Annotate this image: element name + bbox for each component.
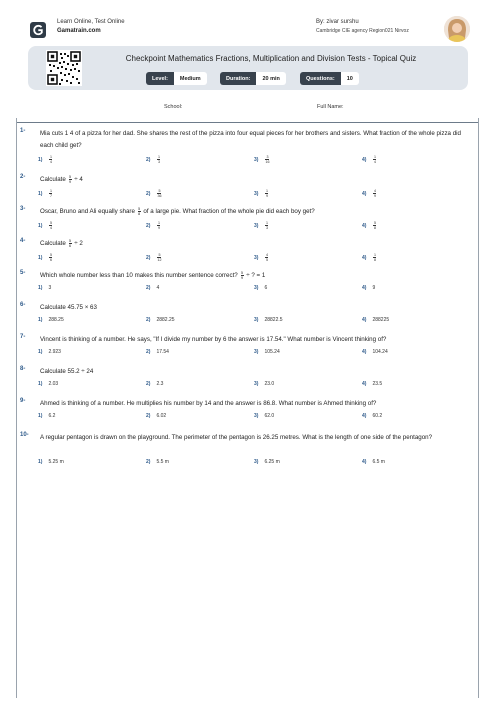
answer-option[interactable] xyxy=(38,189,53,198)
header-divider xyxy=(16,122,478,123)
option-number: 3) xyxy=(254,222,259,229)
option-number: 4) xyxy=(362,190,367,197)
questions-label: Questions: xyxy=(300,72,341,85)
fraction-numerator: 1 xyxy=(157,155,160,159)
question-text-pre: Which whole number less than 10 makes this number sentence correct? xyxy=(40,272,238,279)
fraction-numerator: 5 xyxy=(158,189,161,193)
option-number: 2) xyxy=(146,349,151,355)
fraction-numerator: 1 xyxy=(265,189,268,193)
fraction-denominator: 7 xyxy=(49,194,52,198)
option-value: 17.54 xyxy=(156,349,169,355)
option-number: 1) xyxy=(38,459,43,465)
question-text: Vincent is thinking of a number. He says, "If I divide my number by 6 the answer is 17.54." What number is Vincent thinking of? xyxy=(40,336,387,343)
questions-pill xyxy=(300,72,359,85)
fraction xyxy=(265,221,268,230)
answer-option[interactable] xyxy=(254,459,280,465)
option-number: 2) xyxy=(146,285,151,291)
frame-right-border xyxy=(478,118,479,698)
qr-code-icon xyxy=(46,50,82,86)
option-number: 2) xyxy=(146,381,151,387)
option-number: 3) xyxy=(254,285,259,291)
option-value: 2.923 xyxy=(48,349,61,355)
fraction-denominator: 9 xyxy=(69,179,72,184)
page-header xyxy=(30,16,470,46)
author-agency: Cambridge CIE agency Region021 Nirvoz xyxy=(316,28,409,34)
option-number: 1) xyxy=(38,381,43,387)
fraction-numerator: 1 xyxy=(373,155,376,159)
answer-option[interactable] xyxy=(254,155,270,164)
fraction-numerator: 5 xyxy=(241,270,243,275)
answer-option[interactable] xyxy=(146,155,161,164)
option-number: 3) xyxy=(254,254,259,261)
option-number: 3) xyxy=(254,317,259,323)
option-value: 6.02 xyxy=(156,413,167,419)
fraction xyxy=(49,253,52,262)
fraction xyxy=(265,155,269,164)
option-number: 1) xyxy=(38,285,43,291)
option-value: 3 xyxy=(48,285,52,291)
answer-option[interactable] xyxy=(38,413,55,419)
question-text: Calculate 45.75 × 63 xyxy=(40,304,97,311)
brand-tagline: Learn Online, Test Online xyxy=(57,19,125,25)
option-value: 104.24 xyxy=(372,349,388,355)
question-text xyxy=(40,206,474,218)
fraction-denominator: 9 xyxy=(241,275,243,280)
full-name-label: Full Name: xyxy=(317,104,344,110)
answer-option[interactable] xyxy=(362,349,388,355)
fraction-denominator: 9 xyxy=(373,194,376,198)
option-number: 1) xyxy=(38,317,43,323)
fraction xyxy=(49,221,52,230)
author-name: By: zivar surshu xyxy=(316,19,359,25)
fraction-numerator: 4 xyxy=(373,189,376,193)
option-number: 2) xyxy=(146,317,151,323)
option-value: 62.0 xyxy=(264,413,275,419)
question-text-pre: Calculate xyxy=(40,240,66,247)
option-value: 5.5 m xyxy=(156,459,169,465)
option-value: 2.3 xyxy=(156,381,164,387)
answer-option[interactable] xyxy=(254,221,269,230)
question-number: 10- xyxy=(20,432,29,438)
fraction-numerator: 5 xyxy=(69,174,72,179)
option-number: 4) xyxy=(362,156,367,163)
option-number: 3) xyxy=(254,190,259,197)
fraction-denominator: 4 xyxy=(373,160,376,164)
answer-option[interactable] xyxy=(254,189,269,198)
fraction xyxy=(157,155,160,164)
question-text: A regular pentagon is drawn on the playground. The perimeter of the pentagon is 26.25 metres. What is the length of one side of the pentagon? xyxy=(40,434,433,441)
answer-option[interactable] xyxy=(362,413,382,419)
answer-option[interactable] xyxy=(362,459,385,465)
question-text-pre: Oscar, Bruno and Ali equally share xyxy=(40,208,135,215)
level-pill xyxy=(146,72,207,85)
level-label: Level: xyxy=(146,72,174,85)
answer-option[interactable] xyxy=(146,189,162,198)
option-value: 6 xyxy=(264,285,268,291)
option-number: 2) xyxy=(146,190,151,197)
option-value: 2.03 xyxy=(48,381,59,387)
answer-option[interactable] xyxy=(362,221,377,230)
option-value: 60.2 xyxy=(372,413,383,419)
answer-option[interactable] xyxy=(146,349,169,355)
gamatrain-logo-icon xyxy=(30,22,46,38)
question-number: 1- xyxy=(20,128,26,134)
question-number: 2- xyxy=(20,174,26,180)
fraction xyxy=(49,189,52,198)
question-number: 5- xyxy=(20,270,26,276)
frame-left-border xyxy=(16,118,17,698)
option-number: 3) xyxy=(254,156,259,163)
fraction-numerator: 1 xyxy=(157,221,160,225)
question-text-post: of a large pie. What fraction of the whole pie did each boy get? xyxy=(143,208,315,215)
fraction-denominator: 16 xyxy=(265,160,270,164)
fraction-numerator: 1 xyxy=(49,155,52,159)
fraction-denominator: 3 xyxy=(157,160,160,164)
option-number: 3) xyxy=(254,381,259,387)
option-value: 288.25 xyxy=(48,317,64,323)
fraction xyxy=(157,189,161,198)
answer-option[interactable] xyxy=(38,221,53,230)
answer-option[interactable] xyxy=(38,253,53,262)
option-number: 4) xyxy=(362,254,367,261)
option-number: 4) xyxy=(362,413,367,419)
option-number: 1) xyxy=(38,222,43,229)
answer-option[interactable] xyxy=(146,317,175,323)
level-value: Medium xyxy=(174,72,207,85)
question-text: Ahmed is thinking of a number. He multiplies his number by 14 and the answer is 86.8. What number is Ahmed thinking of? xyxy=(40,400,377,407)
answer-option[interactable] xyxy=(146,381,163,387)
fraction xyxy=(373,189,376,198)
answer-option[interactable] xyxy=(254,413,274,419)
question-text-post: ÷ 4 xyxy=(74,176,83,183)
fraction xyxy=(265,253,268,262)
fraction-numerator: 3 xyxy=(266,155,269,159)
question-text xyxy=(40,270,474,282)
duration-value: 20 min xyxy=(256,72,285,85)
option-number: 3) xyxy=(254,413,259,419)
option-value: 28822.5 xyxy=(264,317,283,323)
fraction xyxy=(69,239,72,248)
fraction-denominator: 8 xyxy=(373,226,376,230)
question-text-pre: Calculate xyxy=(40,176,66,183)
answer-option[interactable] xyxy=(146,413,166,419)
answer-option[interactable] xyxy=(38,459,64,465)
fraction xyxy=(138,207,141,216)
option-number: 1) xyxy=(38,156,43,163)
answer-option[interactable] xyxy=(38,285,51,291)
option-number: 2) xyxy=(146,413,151,419)
questions-value: 10 xyxy=(341,72,359,85)
fraction-denominator: 3 xyxy=(265,226,268,230)
fraction-denominator: 36 xyxy=(157,194,162,198)
option-number: 1) xyxy=(38,413,43,419)
option-value: 6.25 m xyxy=(264,459,280,465)
fraction-numerator: 5 xyxy=(49,253,52,257)
option-value: 23.0 xyxy=(264,381,275,387)
option-value: 5.25 m xyxy=(48,459,64,465)
quiz-banner xyxy=(28,46,468,90)
answer-option[interactable] xyxy=(146,285,159,291)
answer-option[interactable] xyxy=(146,221,161,230)
quiz-title: Checkpoint Mathematics Fractions, Multiplication and Division Tests - Topical Quiz xyxy=(125,54,417,63)
fraction-denominator: 4 xyxy=(49,160,52,164)
answer-option[interactable] xyxy=(146,459,169,465)
option-number: 2) xyxy=(146,222,151,229)
fraction-denominator: 8 xyxy=(373,258,376,262)
option-number: 3) xyxy=(254,459,259,465)
fraction-numerator: 5 xyxy=(49,221,52,225)
fraction-denominator: 4 xyxy=(49,226,52,230)
fraction-numerator: 1 xyxy=(265,221,268,225)
answer-option[interactable] xyxy=(362,317,389,323)
fraction-numerator: 5 xyxy=(69,238,72,243)
option-number: 4) xyxy=(362,349,367,355)
question-text xyxy=(40,174,474,186)
question-text-post: ÷ ? = 1 xyxy=(246,272,266,279)
answer-option[interactable] xyxy=(254,253,269,262)
option-number: 4) xyxy=(362,222,367,229)
fraction-denominator: 9 xyxy=(265,194,268,198)
fraction xyxy=(373,221,376,230)
fraction-numerator: 1 xyxy=(49,189,52,193)
fraction-numerator: 5 xyxy=(158,253,161,257)
answer-option[interactable] xyxy=(362,285,375,291)
author-avatar xyxy=(444,16,470,42)
option-number: 3) xyxy=(254,349,259,355)
answer-option[interactable] xyxy=(38,381,58,387)
option-number: 4) xyxy=(362,381,367,387)
option-number: 4) xyxy=(362,317,367,323)
answer-option[interactable] xyxy=(254,381,274,387)
option-value: 6.2 xyxy=(48,413,56,419)
brand-site: Gamatrain.com xyxy=(57,28,101,34)
answer-option[interactable] xyxy=(362,253,377,262)
duration-pill xyxy=(220,72,286,85)
fraction-numerator: 1 xyxy=(373,253,376,257)
question-text: Calculate 55.2 ÷ 24 xyxy=(40,368,94,375)
answer-option[interactable] xyxy=(362,381,382,387)
option-number: 2) xyxy=(146,156,151,163)
option-number: 4) xyxy=(362,285,367,291)
fraction xyxy=(157,253,161,262)
fraction-numerator: 4 xyxy=(265,253,268,257)
option-value: 2882.25 xyxy=(156,317,175,323)
answer-option[interactable] xyxy=(38,155,53,164)
fraction xyxy=(373,253,376,262)
question-number: 3- xyxy=(20,206,26,212)
fraction xyxy=(69,175,72,184)
option-number: 1) xyxy=(38,190,43,197)
fraction-numerator: 5 xyxy=(373,221,376,225)
school-label: School: xyxy=(164,104,183,110)
answer-option[interactable] xyxy=(254,349,280,355)
option-number: 1) xyxy=(38,349,43,355)
answer-option[interactable] xyxy=(38,349,61,355)
fraction-denominator: 8 xyxy=(138,211,141,216)
fraction xyxy=(265,189,268,198)
fraction xyxy=(157,221,160,230)
question-number: 8- xyxy=(20,366,26,372)
answer-option[interactable] xyxy=(362,155,377,164)
fraction-denominator: 9 xyxy=(157,226,160,230)
question-number: 4- xyxy=(20,238,26,244)
option-number: 4) xyxy=(362,459,367,465)
question-number: 9- xyxy=(20,398,26,404)
fraction-denominator: 6 xyxy=(69,243,72,248)
question-number: 7- xyxy=(20,334,26,340)
question-number: 6- xyxy=(20,302,26,308)
option-number: 1) xyxy=(38,254,43,261)
fraction-denominator: 12 xyxy=(157,258,162,262)
fraction xyxy=(49,155,52,164)
answer-option[interactable] xyxy=(254,285,267,291)
fraction-denominator: 5 xyxy=(265,258,268,262)
answer-option[interactable] xyxy=(38,317,64,323)
answer-option[interactable] xyxy=(254,317,283,323)
duration-label: Duration: xyxy=(220,72,256,85)
answer-option[interactable] xyxy=(146,253,162,262)
question-text: Mia cuts 1 4 of a pizza for her dad. She shares the rest of the pizza into four equal pieces for her brothers and sisters. What fraction of the whole pizza did each child get? xyxy=(40,130,461,149)
fraction xyxy=(241,271,244,280)
option-number: 2) xyxy=(146,254,151,261)
option-value: 9 xyxy=(372,285,376,291)
fraction-denominator: 6 xyxy=(49,258,52,262)
fraction-numerator: 5 xyxy=(138,206,141,211)
option-value: 23.5 xyxy=(372,381,383,387)
option-number: 2) xyxy=(146,459,151,465)
question-text-post: ÷ 2 xyxy=(74,240,83,247)
fraction xyxy=(373,155,376,164)
option-value: 288225 xyxy=(372,317,390,323)
answer-option[interactable] xyxy=(362,189,377,198)
option-value: 4 xyxy=(156,285,160,291)
option-value: 105.24 xyxy=(264,349,280,355)
option-value: 6.5 m xyxy=(372,459,385,465)
question-text xyxy=(40,238,474,250)
